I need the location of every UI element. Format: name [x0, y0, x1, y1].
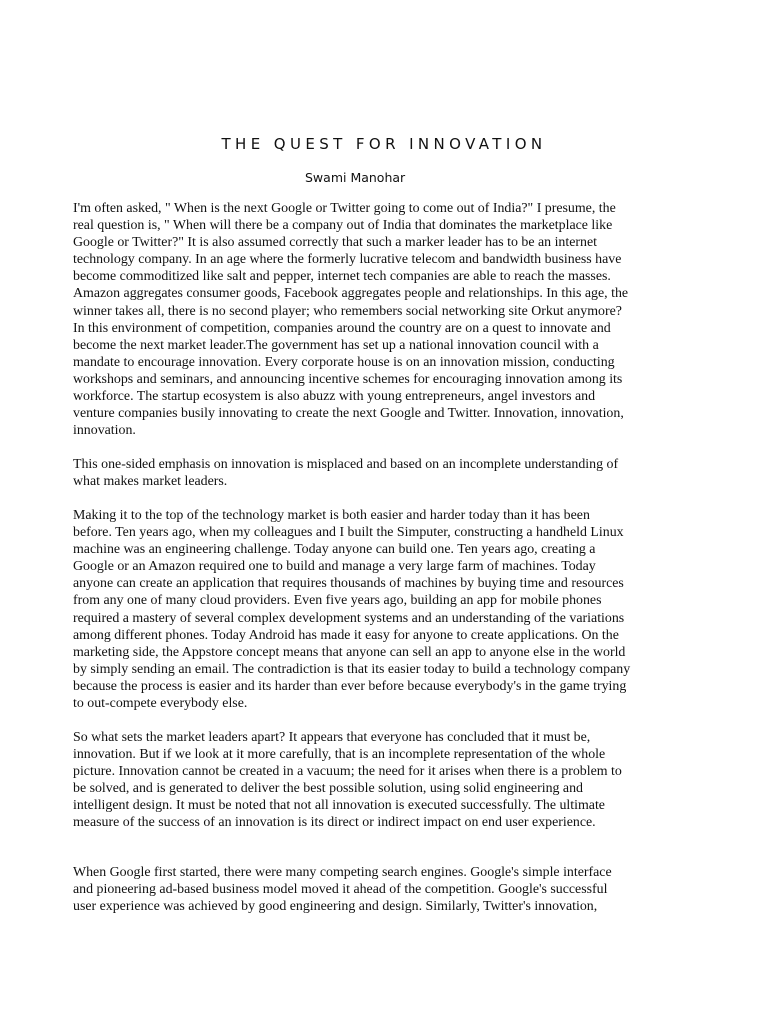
text-line: Making it to the top of the technology market is both easier and harder today than it has been: [73, 508, 590, 523]
paragraph-easier-and-harder: [73, 507, 693, 712]
text-line: Amazon aggregates consumer goods, Facebook aggregates people and relationships. In this age, the: [73, 286, 629, 302]
text-line: among different phones. Today Android has made it easy for anyone to create applications. On the: [73, 627, 619, 643]
text-line: real question is, " When will there be a company out of India that dominates the marketplace like: [73, 218, 613, 234]
text-line: mandate to encourage innovation. Every corporate house is on an innovation mission, conducting: [73, 354, 615, 370]
text-line: required a mastery of several complex development systems and an understanding of the variations: [73, 610, 625, 626]
text-line: what makes market leaders.: [73, 474, 228, 490]
text-line: by simply sending an email. The contradiction is that its easier today to build a technology company: [73, 661, 631, 677]
text-line: venture companies busily innovating to create the next Google and Twitter. Innovation, innovation,: [73, 406, 624, 422]
paragraph-google-example: [73, 864, 693, 915]
text-line: innovation.: [73, 423, 136, 439]
text-line: In this environment of competition, companies around the country are on a quest to innovate and: [73, 320, 611, 336]
text-line: become the next market leader.The government has set up a national innovation council with a: [73, 337, 599, 353]
text-line: I'm often asked, " When is the next Google or Twitter going to come out of India?" I presume, the: [73, 201, 616, 216]
text-line: intelligent design. It must be noted that not all innovation is executed successfully. The ultimate: [73, 798, 605, 814]
text-line: Google or an Amazon required one to build and manage a very large farm of machines. Today: [73, 559, 596, 575]
text-line: This one-sided emphasis on innovation is misplaced and based on an incomplete understanding of: [73, 457, 619, 472]
text-line: workshops and seminars, and announcing incentive schemes for encouraging innovation among its: [73, 371, 623, 387]
text-line: anyone can create an application that requires thousands of machines by buying time and resources: [73, 576, 624, 592]
document-title: THE QUEST FOR INNOVATION: [221, 135, 547, 153]
text-line: because the process is easier and its harder than ever before because everybody's in the game trying: [73, 678, 627, 694]
text-line: measure of the success of an innovation is its direct or indirect impact on end user experience.: [73, 815, 596, 831]
paragraph-intro: [73, 200, 693, 439]
text-line: and pioneering ad-based business model moved it ahead of the competition. Google's successful: [73, 882, 608, 898]
text-line: So what sets the market leaders apart? It appears that everyone has concluded that it must be,: [73, 730, 591, 745]
text-line: be solved, and is generated to deliver the best possible solution, using solid engineering and: [73, 781, 583, 797]
text-line: from any one of many cloud providers. Even five years ago, building an app for mobile phones: [73, 593, 602, 609]
document-author: Swami Manohar: [305, 170, 406, 185]
paragraph-what-sets-leaders-apart: [73, 729, 693, 832]
text-line: picture. Innovation cannot be created in a vacuum; the need for it arises when there is a problem to: [73, 764, 622, 780]
paragraph-misplaced-emphasis: [73, 456, 693, 490]
text-line: machine was an engineering challenge. Today anyone can build one. Ten years ago, creating a: [73, 542, 596, 558]
text-line: marketing side, the Appstore concept means that anyone can sell an app to anyone else in the world: [73, 644, 626, 660]
text-line: before. Ten years ago, when my colleagues and I built the Simputer, constructing a handheld Linux: [73, 525, 624, 541]
text-line: to out-compete everybody else.: [73, 696, 248, 712]
text-line: technology company. In an age where the formerly lucrative telecom and bandwidth business have: [73, 252, 622, 268]
text-line: innovation. But if we look at it more carefully, that is an incomplete representation of the whole: [73, 747, 606, 763]
text-line: become commoditized like salt and pepper, internet tech companies are able to reach the masses.: [73, 269, 611, 285]
text-line: workforce. The startup ecosystem is also abuzz with young entrepreneurs, angel investors and: [73, 389, 596, 405]
text-line: winner takes all, there is no second player; who remembers social networking site Orkut anymore?: [73, 303, 622, 319]
text-line: When Google first started, there were many competing search engines. Google's simple interface: [73, 865, 612, 880]
text-line: user experience was achieved by good engineering and design. Similarly, Twitter's innovation,: [73, 899, 598, 915]
text-line: Google or Twitter?" It is also assumed correctly that such a marker leader has to be an internet: [73, 235, 597, 251]
